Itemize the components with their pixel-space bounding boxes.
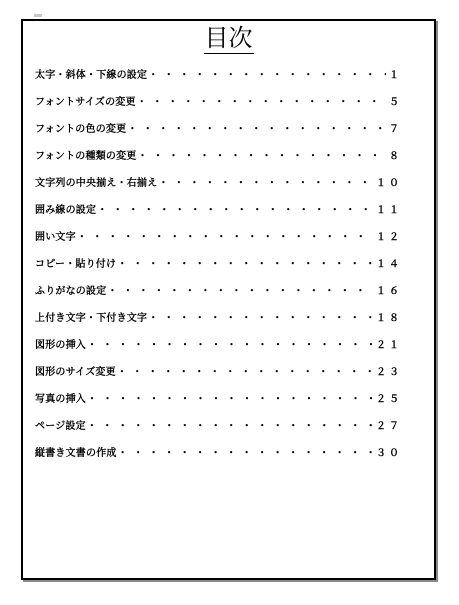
- dot-leader: [118, 440, 373, 467]
- toc-entry-title: ふりがなの設定: [35, 286, 107, 297]
- dot-leader: [148, 62, 386, 89]
- dot-leader: [117, 251, 373, 278]
- toc-entry: [35, 170, 402, 197]
- toc-entry-title: 上付き文字・下付き文字: [35, 313, 148, 324]
- toc-entry-title: フォントサイズの変更: [35, 97, 136, 108]
- toc-entry: [35, 332, 402, 359]
- dot-leader: [158, 170, 373, 197]
- toc-entry-page-number: １１: [376, 205, 402, 216]
- toc-entry-page-number: ２５: [376, 394, 402, 405]
- toc-entry: [35, 413, 402, 440]
- toc-entry-page-number: ３０: [376, 448, 402, 459]
- toc-entry: [35, 224, 402, 251]
- toc-entry-title: ページ設定: [35, 421, 86, 432]
- toc-entry-page-number: １: [389, 70, 402, 81]
- toc-entry-title: 写真の挿入: [35, 394, 86, 405]
- toc-entry: [35, 197, 402, 224]
- toc-entry: [35, 278, 402, 305]
- toc-entry-title: 太字・斜体・下線の設定: [35, 70, 148, 81]
- toc-entry: [35, 116, 402, 143]
- toc-entry: [35, 359, 402, 386]
- toc-entry-title: 囲み線の設定: [35, 205, 97, 216]
- dot-leader: [77, 224, 373, 251]
- toc-entry-page-number: １６: [376, 286, 402, 297]
- dot-leader: [137, 89, 386, 116]
- toc-entry-page-number: １４: [376, 259, 402, 270]
- table-of-contents-page: [21, 19, 436, 580]
- corner-marker: [34, 14, 42, 17]
- toc-entry-title: 図形の挿入: [35, 340, 86, 351]
- toc-list: [35, 62, 402, 467]
- toc-entry-title: フォントの色の変更: [35, 124, 127, 135]
- dot-leader: [107, 278, 373, 305]
- dot-leader: [87, 413, 373, 440]
- toc-entry-title: 図形のサイズ変更: [35, 367, 116, 378]
- toc-entry: [35, 251, 402, 278]
- toc-entry-page-number: ５: [389, 97, 402, 108]
- toc-entry-page-number: １８: [376, 313, 402, 324]
- toc-entry-page-number: ２１: [376, 340, 402, 351]
- toc-entry-page-number: ２７: [376, 421, 402, 432]
- dot-leader: [138, 143, 387, 170]
- dot-leader: [97, 197, 373, 224]
- toc-heading-text: 目次: [204, 24, 253, 52]
- toc-entry-title: 縦書き文書の作成: [35, 448, 117, 459]
- toc-entry-page-number: １０: [376, 178, 402, 189]
- toc-entry-page-number: ８: [389, 151, 402, 162]
- toc-entry-title: コピー・貼り付け: [35, 259, 117, 270]
- toc-entry: [35, 89, 402, 116]
- dot-leader: [117, 359, 373, 386]
- toc-entry-title: 文字列の中央揃え・右揃え: [35, 178, 158, 189]
- toc-entry: [35, 143, 402, 170]
- toc-entry-title: 囲い文字: [35, 232, 76, 243]
- toc-entry-page-number: ７: [389, 124, 402, 135]
- toc-entry-title: フォントの種類の変更: [35, 151, 137, 162]
- dot-leader: [87, 386, 373, 413]
- toc-entry-page-number: １２: [376, 232, 402, 243]
- toc-entry: [35, 440, 402, 467]
- dot-leader: [148, 305, 373, 332]
- toc-entry: [35, 386, 402, 413]
- toc-entry: [35, 62, 402, 89]
- toc-entry-page-number: ２３: [376, 367, 402, 378]
- toc-entry: [35, 305, 402, 332]
- dot-leader: [87, 332, 373, 359]
- dot-leader: [127, 116, 386, 143]
- toc-heading: [23, 23, 434, 53]
